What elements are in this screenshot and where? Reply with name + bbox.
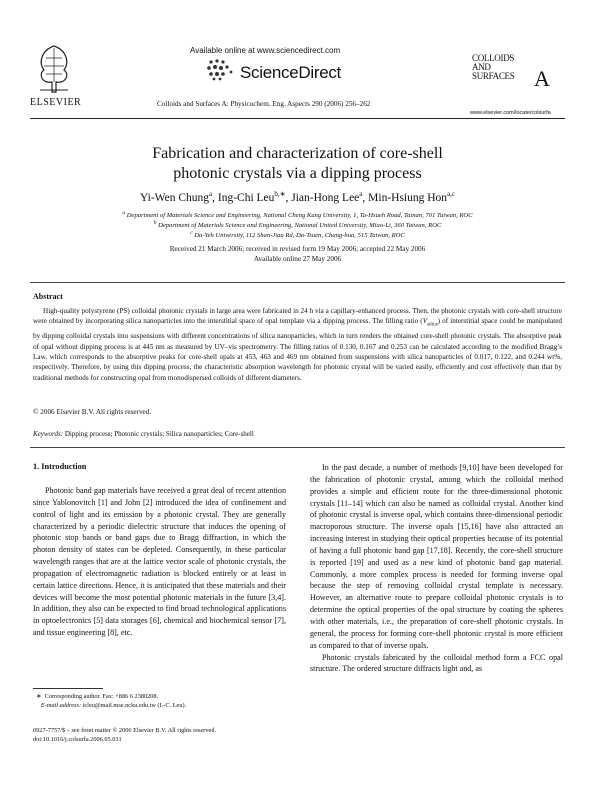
elsevier-tree-logo xyxy=(34,40,74,94)
affiliation-c: $^c$ Da-Yeh University, 112 Shan-Jiau Rd, Da-Tsuen, Chang-hua, 515 Taiwan, ROC xyxy=(190,230,405,240)
corresponding-author-footnote: ∗ Corresponding author. Fax: +886 6 2380208. E-mail address: icleu@mail.mse.ncku.edu.tw (I.-C. Leu). xyxy=(36,693,187,709)
author-name: Yi-Wen Chung xyxy=(139,191,209,204)
header-divider xyxy=(30,118,565,119)
author-name: Jian-Hong Lee xyxy=(291,191,360,204)
left-column xyxy=(33,485,286,639)
abstract-top-divider xyxy=(30,282,565,283)
right-column xyxy=(310,462,563,675)
paragraph: Photonic band gap materials have received a great deal of recent attention since Yablonovitch [1] and John [2] introduced the idea of confinement and control of light and its emission by a photonic crystal. They are generally characterized by a periodic dielectric structure that induces the opening of photonic stop bands or band gaps due to Bragg diffraction, in which the photon density of states can be depleted. Consequently, in these particular wavelength ranges that are at the lattice vector scale of photonic crystals, the propagation of electromagnetic radiation is blocked entirely or at least in certain lattice directions. Hence, it is anticipated that these materials and their devices will become the most potential photonic materials in the future [3,4]. In addition, they also can be expected to find broad technological applications in optoelectronics [5] data storages [6], chemical and biochemical sensor [7], and tissue engineering [8], etc. xyxy=(33,486,286,638)
publication-info: 0927-7757/$ – see front matter © 2006 Elsevier B.V. All rights reserved. doi:10.1016/j.colsurfa.2006.05.031 xyxy=(33,727,217,743)
keywords: Keywords: Dipping process; Photonic crystals; Silica nanoparticles; Core-shell xyxy=(33,430,254,438)
paragraph: In the past decade, a number of methods [9,10] have been developed for the fabrication of photonic crystal, among which the colloidal method provides a simple and efficient route for the three-dimensional photonic crystals [11–14] which can also be named as colloidal crystal. Another kind of photonic crystal is inverse opal, which contains three-dimensional periodic macroporous structure. The inverse opals [15,16] have also attracted an increasing interest in studying their optical properties because of its potential of having a full photonic band gap [17,18]. Recently, the core-shell structure is reported [19] and used as a new kind of photonic band gap material. Commonly, a more complex process is needed for forming inverse opal because the step of removing colloidal crystal template is necessary. However, an alternative route to prepare colloidal photonic crystals is to determine the optical properties of the opal structure by coating the spheres with other materials, i.e., the preparation of core-shell photonic crystals. In general, the process for forming core-shell photonic crystal is more efficient as compared to that of inverse opals. xyxy=(310,463,563,650)
publisher-name: ELSEVIER xyxy=(30,97,82,108)
journal-url[interactable]: www.elsevier.com/locate/colsurfa xyxy=(470,110,551,116)
journal-cover-title: COLLOIDS AND SURFACES xyxy=(472,53,515,81)
paper-title: Fabrication and characterization of core-shell photonic crystals via a dipping process xyxy=(152,145,443,182)
affiliation-a: $^a$ Department of Materials Science and Engineering, National Cheng Kung University, 1, Ta-Hsueh Road, Tainan, 701 Taiwan, ROC xyxy=(122,210,473,220)
email-link[interactable]: icleu@mail.mse.ncku.edu.tw xyxy=(82,702,156,709)
author-list: Yi-Wen Chung$^a$, Ing-Chi Leu$^{b,∗}$, Jian-Hong Lee$^a$, Min-Hsiung Hon$^{a,c}$ xyxy=(139,190,456,204)
doi-link[interactable]: doi:10.1016/j.colsurfa.2006.05.031 xyxy=(33,736,122,743)
journal-citation: Colloids and Surfaces A: Physicochem. Eng. Aspects 290 (2006) 256–262 xyxy=(157,100,371,108)
journal-cover-letter: A xyxy=(534,66,550,91)
footnote-divider xyxy=(33,688,103,689)
author-name: Ing-Chi Leu xyxy=(217,191,275,204)
sciencedirect-wordmark: ScienceDirect xyxy=(240,63,341,82)
abstract-copyright: © 2006 Elsevier B.V. All rights reserved. xyxy=(33,408,152,416)
available-online-text: Available online at www.sciencedirect.com xyxy=(190,46,341,55)
affiliation-b: $^b$ Department of Materials Science and Engineering, National United University, Miao-Li, 360 Taiwan, ROC xyxy=(153,220,442,230)
section-heading-introduction: 1. Introduction xyxy=(33,462,87,471)
abstract-body: High-quality polystyrene (PS) colloidal photonic crystals in large area were fabricated in 24 h via a capillary-enhanced process. Then, the photonic crystals with core-shell structure were obtained by incorporating silica nanoparticles into the interstitial space of opal template via a dipping process. The filling ratio $(V_{silica})$ of interstitial space could be manipulated by dipping colloidal crystals into suspensions with different concentrations of silica nanoparticles, which in turn renders the obtained core-shell photonic crystals. The absorptive peak of opal without dipping process is at 445 nm as measured by UV–vis spectrometry. The filling ratios of 0.130, 0.167 and 0.253 can be calculated according to the modified Bragg’s Law, which corresponds to the absorptive peaks for core-shell opals at 453, 463 and 469 nm obtained from suspensions with silica nanoparticles of 0.017, 0.122, and 0.244 wt%, respectively. Therefore, by using this dipping process, the characteristic absorption wavelength for photonic crystal will be varied easily, efficiently and cost effectively than that by traditional methods for constructing opal from monodispersed colloids of different diameters. xyxy=(33,307,563,382)
paragraph: Photonic crystals fabricated by the colloidal method form a FCC opal structure. The ordered structure diffracts light and, as xyxy=(310,652,563,674)
abstract-bottom-divider xyxy=(30,447,565,448)
abstract-heading: Abstract xyxy=(33,292,63,301)
sciencedirect-dots-icon xyxy=(205,58,237,82)
author-name: Min-Hsiung Hon xyxy=(368,191,448,204)
article-dates: Received 21 March 2006; received in revised form 19 May 2006; accepted 22 May 2006 Available online 27 May 2006 xyxy=(169,245,426,263)
